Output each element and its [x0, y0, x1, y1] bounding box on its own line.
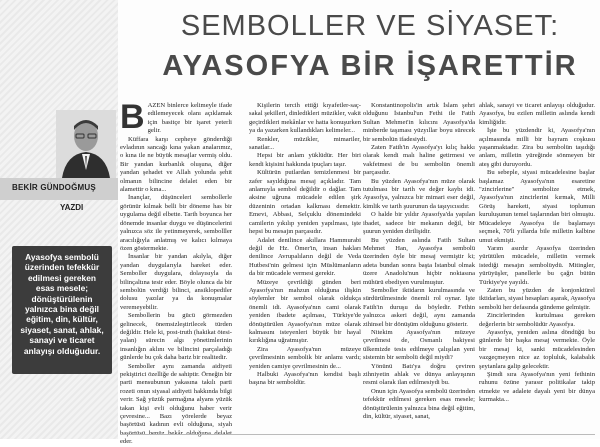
paragraph: Semboller aynı zamanda aidiyeti pekiştirici özelliğe de sahiptir. Örneğin bir parti mensubunun yakasına takılı parti rozeti onun siyasal aidiyeti hakkında bilgi verir. Sağ yüzük parmağına alyans yüzük takan kişi evli olduğunu haber verir çevresine... Bazı yörelerde beyaz başörtüsü kadının evli olduğuna, siyah eder.: [120, 362, 232, 446]
paragraph: Zincirlerinden kurtulması gereken değerlerin bir sembolüdür Ayasofya.: [479, 312, 595, 328]
paragraph: Sembollerin bu gücü görmezden gelinecek, önemsizleştirilecek türden değildir. Hele ki, post-truth (hakikat ötesi-yalan) sürecin algı yönetimlerinin insanlığın aklını ve bilincini parçaladığı günlerde bu çok daha bariz bir realitedir.: [120, 312, 232, 362]
paragraph: Küffara karşı cepheye gönderdiği evladının sancağı kına yakan analarımız, o kına ile ne büyük mesajlar vermiş oldu. Bir yandan kurbanlık oluşuna, diğer yandan şehadet ve Allah yolunda şehit olmanın bilincine delalet eden bir alamettir o kına...: [120, 135, 232, 194]
paragraph: Renkler, müzikler, mimariler, sanatlar...: [249, 135, 361, 152]
article-column-2: [249, 102, 361, 434]
paragraph: Bu yüzden Ayasofya'nın müze olarak tutulması bir tarih ve değer kaybı idi. Ayasofya, yalnızca bir mimari eser değil, kimlik ve tarih şuurunun da taşıyıcısıdır.: [363, 177, 475, 210]
paragraph: Yönünü Batı'ya doğru çeviren zihniyetin ahlak ve dünya anlayışının resmi olarak ilan edilmesiydi bu.: [363, 362, 475, 387]
pull-quote-box: [12, 246, 112, 374]
author-photo: [56, 110, 116, 178]
paragraph: Şimdi sıra Ayasofya'nın yeni fethinin ruhunu özüne yarasır politikalar takip etmekte ve adalete dayalı yeni bir dünya kurmakta...: [479, 371, 595, 404]
paragraph: Yarım asırdır Ayasofya üzerinden yürütülen mücadele, milletin vermek istediği mesajın sembolüydü. Mitingler, yürüyüşler, panellerle bu çağrı bütün Türkiye'ye yayıldı.: [479, 244, 595, 286]
drop-cap: B: [120, 98, 145, 136]
paragraph: Bu yüzden aslında Fatih Sultan Mehmet Han, Ayasofya sembolü üzerinden öyle bir mesaj vermiştir ki; adeta bundan sonra başta İstanbul olmak üzere Anadolu'nun hiçbir noktasına mühürü ebediyen vurulmuştur.: [363, 236, 475, 286]
paragraph: O halde bir yıldır Ayasofya'da yapılan ibadet, sadece bir mekanın değil, bir şuurun yeniden dirilişidir.: [363, 211, 475, 236]
pull-quote-text: Ayasofya sembolü üzerinden tefekkür edilmesi gereken esas mesele; dönüştürülenin yalnızca bina değil eğitim, din, kültür, siyaset, sanat, ahlak, sanayi ve ticaret anlayışı olduğudur.: [20, 252, 104, 356]
headline-line-1: SEMBOLLER VE SİYASET:: [180, 10, 560, 42]
paragraph: Ayasofya, yeniden aslına döndüğü bu günlerde bir başka mesaj vermekte. Öyle bir mesaj ki, sanki mücadelesinden vazgeçmeyen nice az topluluk, kalabalık şeytanlara galip gelecektir.: [479, 328, 595, 370]
paragraph: Bu sebeple, siyasi mücadelesine başlar başlamaz Ayasofya'nın esaretine "zincirlerine" sembolize etmek, Ayasofya'nın zincirlerini kırmak, Milli Görüş hareketi, siyasi toplumun kuruluşunun temel taşlarından biri olmuştu. Mücadeleye Ayasofya ile başlamayı seçmek, 70'li yıllarda bile milletin kalbine umut ekmişti.: [479, 169, 595, 244]
paragraph: İşte bu yüzdendir ki, Ayasofya'nın açılmasında milli bir bayram coşkusu yaşanmaktadır. Zira bu sembolün taşıdığı anlam, milletin yüreğinde sönmeyen bir ateş gibi duruyordu.: [479, 127, 595, 168]
author-name: BEKİR GÜNDOĞMUŞ: [12, 183, 96, 192]
article-column-1: [120, 98, 232, 446]
headline-line-2: AYASOFYA BİR İŞARETTİR: [162, 50, 578, 82]
author-role-label: YAZDI: [60, 203, 84, 212]
paragraph: Zaten bu yüzden de konjonktürel iktidarları, siyasi hesapları aşarak, Ayasofya sembolü her defasında gündeme gelmiştir.: [479, 286, 595, 311]
paragraph: Kültürün putlardan temizlenmesi bir zafer sayıldığına mesaj açıkladır. Tam anlamıyla sembol değildir o dağlar. Tam aksine uğruna mücadele edilen şirk düzeninin ortadan kalkması demektir. Emevi, Abbasi, Selçuklu dönemindeki camilerin yıkılıp yeniden yapılması, işte hepsi bu mesajın parçasıdır.: [249, 169, 361, 236]
paragraph: Halbuki Ayasofya'nın kendisi başlı başına bir semboldür.: [249, 371, 361, 387]
paragraph: Zaten Fatih'in Ayasofya'yı kılıç hakkı olarak kendi malı haline getirmesi ve vakfetmesi de bu sembolün önemli parçasıdır.: [363, 144, 475, 177]
paragraph: Zira Ayasofya'nın müzeye çevrilmesinin sembolik bir anlamı vardı; yeniden camiye çevrilmesinin de...: [249, 345, 361, 370]
paragraph: Nitekim Ayasofya'nın müzeye çevrilmesi de, Osmanlı bakiyesi ülkemizde tesis edilmeye çalışılan yeni sistemin bir sembolü değil miydi?: [363, 328, 475, 362]
paragraph: İnançlar, düşünceleri sembollerle görünür kılmak belli bir döneme has bir uygulama değil elbette. Tarih boyunca her dönemde insanlar duygu ve düşüncelerini yalnızca söz ile yetinmeyerek, sembolller aracılığıyla anlatmış ve kalıcı kılmaya özen göstermekte.: [120, 194, 232, 252]
page-divider: [120, 434, 595, 435]
paragraph: Adalet denilince akıllara Hammurabi değil de Hz. Ömer'in, insan hakları denilince Avrupalıların değil de Veda Hutbesi'nin gelmesi için Müslümanların da bir mücadele vermesi gerekir.: [249, 236, 361, 278]
author-portrait-icon: [56, 110, 116, 178]
paragraph: Konstantinopolis'in artık İslam şehri olduğunu İstanbul'un Fethi ile Fatih Sultan Mehmet'in kılıcını Ayasofya'da minberde taşıması yüzyıllar boyu sürecek bir sembolün ifadesiydi.: [363, 102, 475, 143]
paragraph: Müzeye çevrildiği günden beri Ayasofya'nın mahzun olduğuna ilişkin söylemler bir sembol olarak oldukça önemli idi. Ayasofya'nın cami olarak yeniden ibadete açılması, Türkiye'de dönüştürülen Ayasofya'nın müze olarak kalmasını isteyenleri büyük bir hayal kırıklığına uğratmıştır.: [249, 278, 361, 345]
paragraph: Hepsi bir anlam yüklüdür. Her biri kendi kişisini hakkında ipuçları taşır.: [249, 152, 361, 168]
paragraph: Onun için Ayasofya sembolü üzerinden tefekkür edilmesi gereken esas mesele; dönüştürülenin yalnızca bina değil eğitim, din, kültür, siyaset, sanat,: [363, 387, 475, 421]
paragraph: Kişilerin tercih ettiği kıyafetler-saç-sakal şekilleri, dinledikleri müzikler, vakit geçirdikleri mekânlar ve hatta konuşurken ya da yazarken kullandıkları kelimeler...: [249, 102, 361, 135]
paragraph: Semboller iktidarın kurulmasında ve sürdürülmesinde önemli rol oynar. İşte Fatih'in duruşu da böyledir. Fethin yalnızca askeri değil, aynı zamanda zihinsel bir dönüşüm olduğunu gösterir.: [363, 286, 475, 328]
paragraph: ahlak, sanayi ve ticaret anlayışı olduğudur. Ayasofya, bu ezilen milletin aslında kendi kimliğidir.: [479, 102, 595, 126]
paragraph: AZEN binlerce kelimeyle ifade edilemeyecek olanı açıklamak için basitçe bir işaret yeterli gelir.: [147, 102, 232, 135]
paragraph: İnsanlar bir yandan akılyla, diğer yandan duygularıyla hareket eder. Semboller duygulara, dolayısıyla da bilinçaltına tesir eder. Böyle olunca da bir sembolün verdiği bilinci, ansiklopediler dolusu yazılar ya da konuşmalar veremeyebilir.: [120, 253, 232, 311]
article-column-4: [479, 102, 595, 434]
article-column-3: [363, 102, 475, 434]
